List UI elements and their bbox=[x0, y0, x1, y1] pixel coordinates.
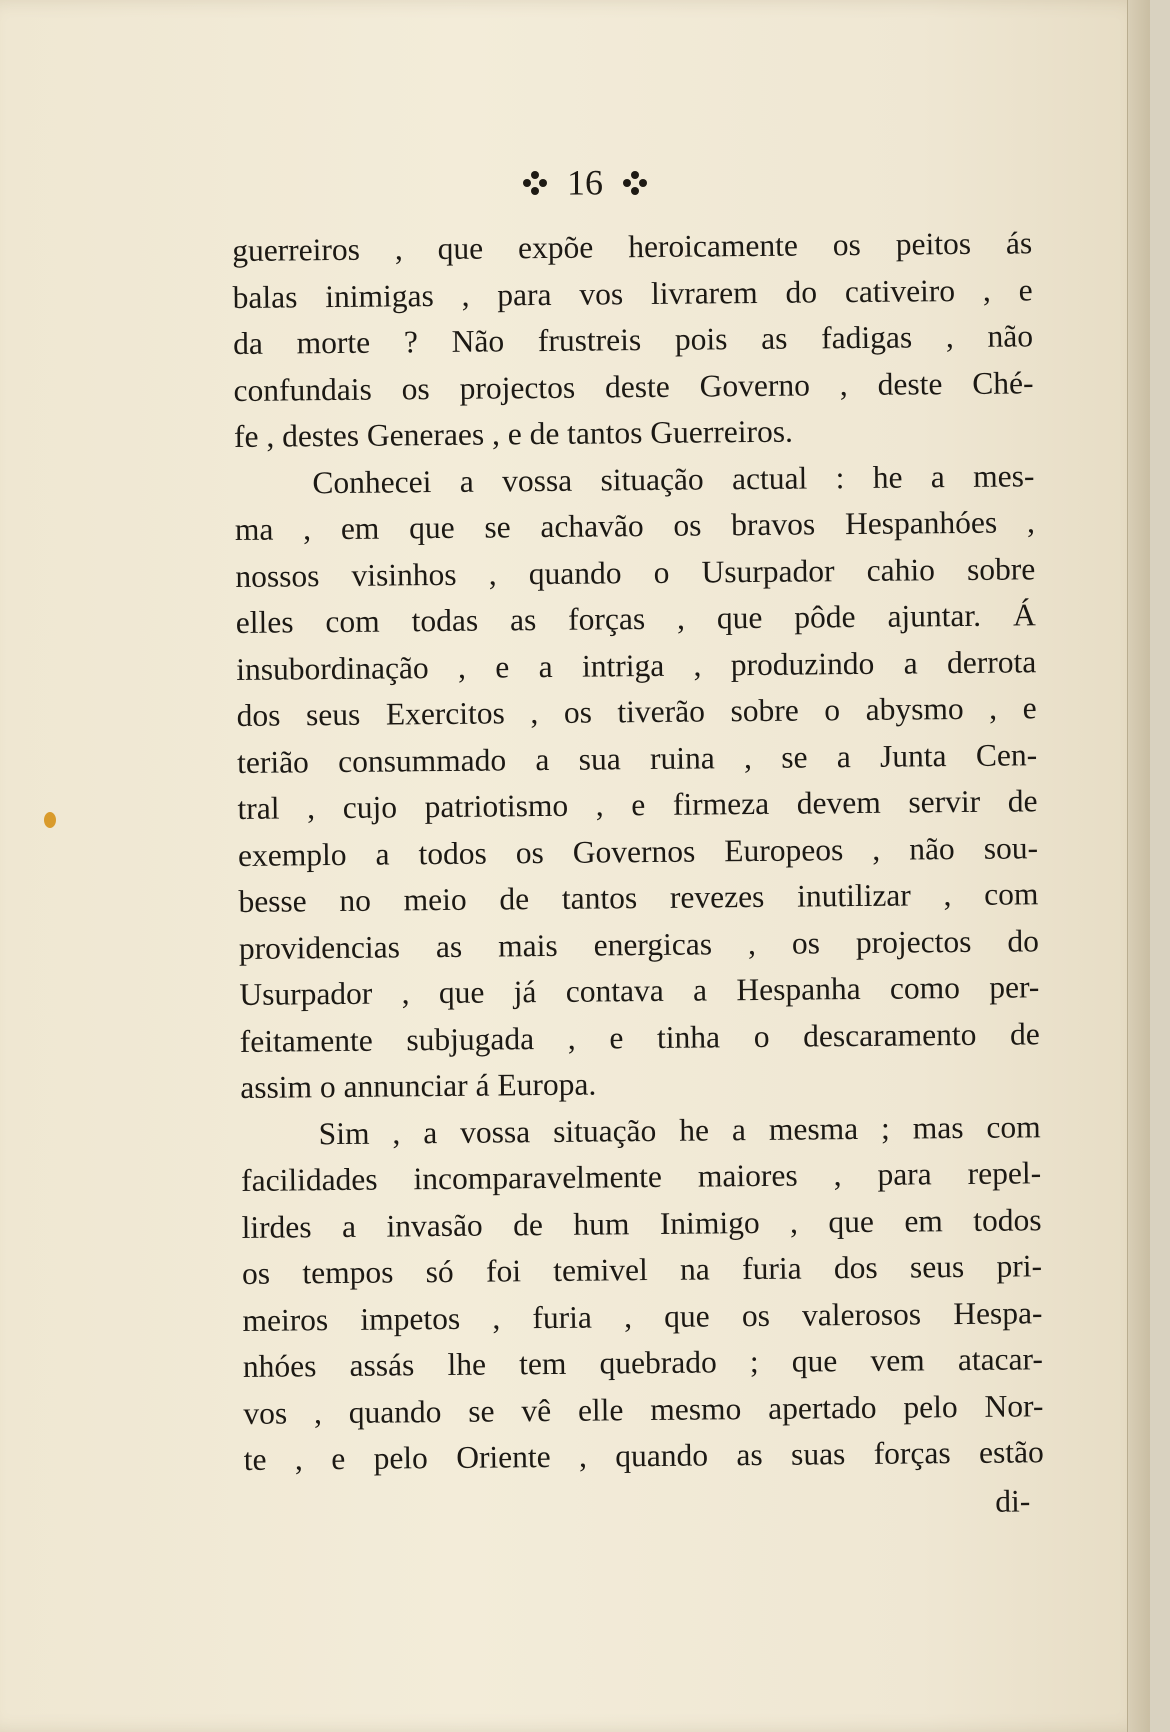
text-line: te , e pelo Oriente , quando as suas forças estão bbox=[243, 1434, 1044, 1477]
text-line: insubordinação , e a intriga , produzindo a derrota bbox=[236, 643, 1037, 687]
text-line: Sim , a vossa situação he a mesma ; mas com bbox=[318, 1108, 1041, 1151]
text-line: lirdes a invasão de hum Inimigo , que em todos bbox=[241, 1201, 1042, 1245]
text-line: os tempos só foi temivel na furia dos seus pri- bbox=[241, 1248, 1043, 1291]
text-line: da morte ? Não frustreis pois as fadigas , não bbox=[232, 318, 1034, 361]
text-line: guerreiros , que expõe heroicamente os peitos ás bbox=[232, 225, 1033, 268]
text-line: fe , destes Generaes , e de tantos Guerreiros. bbox=[233, 413, 794, 454]
text-line: dos seus Exercitos , os tiverão sobre o abysmo , e bbox=[236, 690, 1037, 733]
page-number: 16 bbox=[567, 162, 603, 203]
flower-ornament-icon bbox=[522, 170, 548, 196]
body-text bbox=[232, 220, 1044, 1532]
flower-ornament-icon bbox=[622, 170, 648, 196]
catchword: di- bbox=[995, 1482, 1031, 1519]
text-line: Conhecei a vossa situação actual : he a mes- bbox=[312, 457, 1035, 500]
text-line: balas inimigas , para vos livrarem do cativeiro , e bbox=[232, 271, 1033, 315]
text-line: terião consummado a sua ruina , se a Junta Cen- bbox=[236, 736, 1038, 780]
text-line: exemplo a todos os Governos Europeos , não sou- bbox=[237, 829, 1039, 873]
text-line: facilidades incomparavelmente maiores , para repel- bbox=[240, 1155, 1042, 1198]
page-header bbox=[0, 158, 1170, 204]
text-line: vos , quando se vê elle mesmo apertado pelo Nor- bbox=[243, 1387, 1044, 1431]
text-line: providencias as mais energicas , os projectos do bbox=[238, 922, 1040, 966]
text-line: meiros impetos , furia , que os valerosos Hespa- bbox=[242, 1294, 1043, 1338]
paragraph bbox=[232, 220, 1034, 460]
text-line: nhóes assás lhe tem quebrado ; que vem atacar- bbox=[242, 1341, 1044, 1384]
text-line: ma , em que se achavão os bravos Hespanhóes , bbox=[234, 504, 1036, 547]
text-line: elles com todas as forças , que pôde ajuntar. Á bbox=[235, 597, 1036, 640]
text-line: nossos visinhos , quando o Usurpador cahio sobre bbox=[235, 550, 1036, 594]
text-line: assim o annunciar á Europa. bbox=[240, 1066, 597, 1105]
text-line: besse no meio de tantos revezes inutilizar , com bbox=[238, 876, 1039, 919]
paragraph bbox=[234, 453, 1040, 1112]
text-line: feitamente subjugada , e tinha o descaramento de bbox=[239, 1015, 1040, 1059]
page-edge bbox=[1127, 0, 1150, 1732]
paragraph bbox=[240, 1104, 1044, 1484]
text-line: confundais os projectos deste Governo , deste Ché- bbox=[233, 364, 1034, 408]
text-line: Usurpador , que já contava a Hespanha como per- bbox=[239, 969, 1040, 1012]
text-line: tral , cujo patriotismo , e firmeza devem servir de bbox=[237, 783, 1038, 826]
ink-stain bbox=[44, 812, 56, 828]
